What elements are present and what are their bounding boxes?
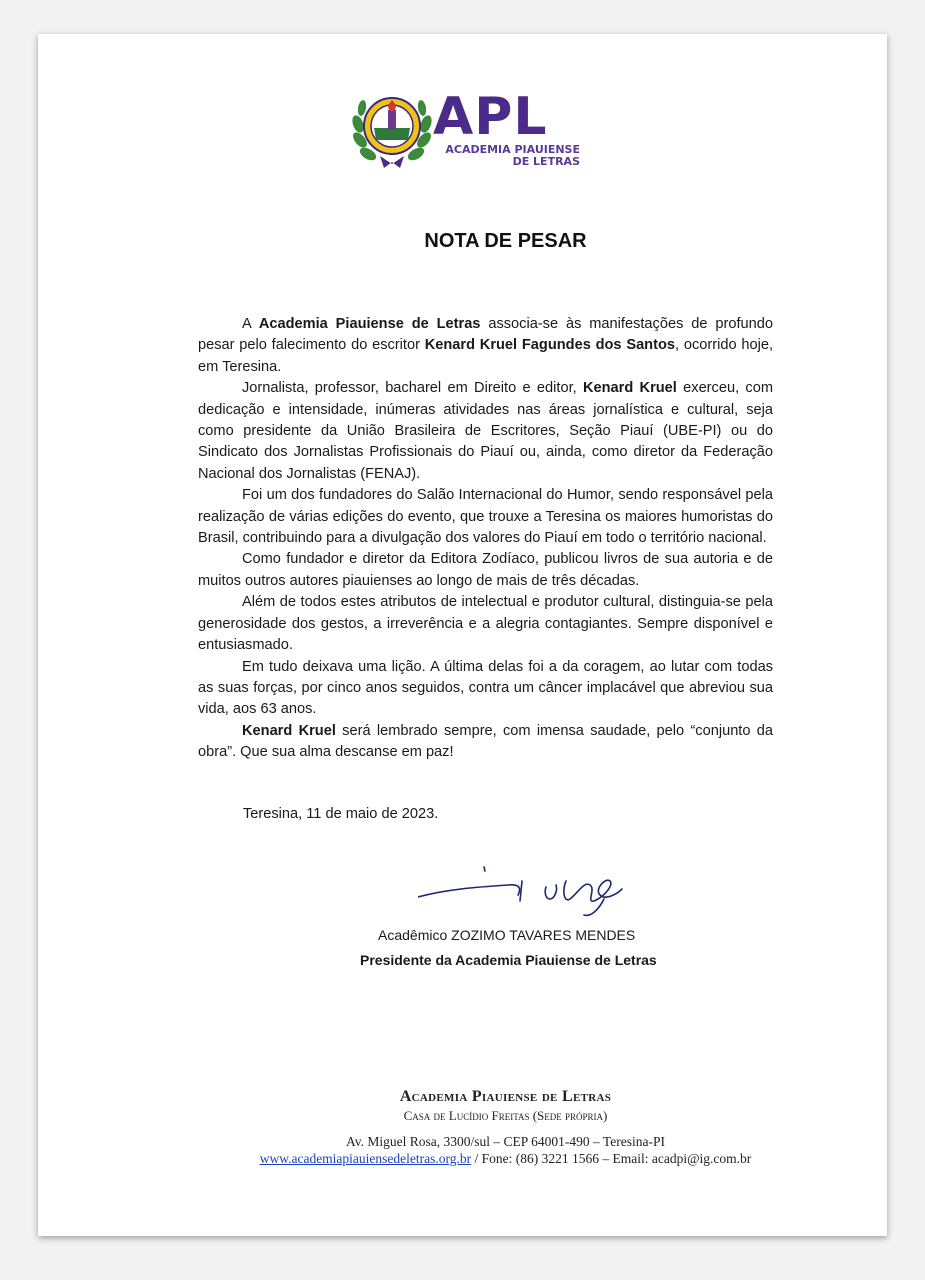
bold-name: Kenard Kruel <box>242 722 336 739</box>
document-title: NOTA DE PESAR <box>424 230 587 252</box>
text-run: será lembrado sempre, com imensa saudade, pelo “conjunto da obra”. Que sua alma descanse em paz! <box>198 722 774 761</box>
document-page <box>38 34 887 1236</box>
text-run: associa-se às manifestações de profundo pesar pelo falecimento do escritor <box>198 316 774 354</box>
text-run: A <box>242 316 259 332</box>
signer-name: Acadêmico ZOZIMO TAVARES MENDES <box>378 927 636 943</box>
footer-institution: Academia Piauiense de Letras <box>399 1088 612 1105</box>
logo-subtitle <box>430 144 580 168</box>
text-run: Jornalista, professor, bacharel em Direito e editor, <box>242 380 583 397</box>
bold-academy-name: Academia Piauiense de Letras <box>258 316 481 332</box>
text-run: , ocorrido hoje, em Teresina. <box>198 337 773 375</box>
signer-role: Presidente da Academia Piauiense de Letras <box>360 952 657 968</box>
paragraph-2 <box>198 378 773 485</box>
paragraph-6: Em tudo deixava uma lição. A última delas foi a da coragem, ao lutar com todas as suas forças, por cinco anos seguidos, contra um câncer implacável que abreviou sua vida, aos 63 anos. <box>198 658 773 718</box>
paragraph-7 <box>198 721 773 764</box>
footer-contact <box>38 1151 925 1167</box>
footer-subtitle: Casa de Lucídio Freitas (Sede própria) <box>403 1108 608 1123</box>
footer-phone-email: / Fone: (86) 3221 1566 – Email: acadpi@ig.com.br <box>471 1151 752 1166</box>
logo-subtitle-line1: ACADEMIA PIAUIENSE <box>445 143 580 156</box>
document-date: Teresina, 11 de maio de 2023. <box>243 806 439 822</box>
document-body <box>198 314 773 764</box>
paragraph-1 <box>198 314 773 378</box>
paragraph-4: Como fundador e diretor da Editora Zodíaco, publicou livros de sua autoria e de muitos outros autores piauienses ao longo de mais de três décadas. <box>198 551 773 589</box>
website-link[interactable]: www.academiapiauiensedeletras.org.br <box>259 1151 472 1166</box>
paragraph-5: Além de todos estes atributos de intelectual e produtor cultural, distinguia-se pela generosidade dos gestos, a irreverência e a alegria contagiantes. Sempre disponível e entusiasmado. <box>198 594 773 654</box>
logo-acronym: APL <box>433 87 548 147</box>
bold-name: Kenard Kruel <box>582 380 677 397</box>
handwritten-signature-icon <box>418 859 628 919</box>
footer-address: Av. Miguel Rosa, 3300/sul – CEP 64001-490 – Teresina-PI <box>346 1134 665 1149</box>
text-run: exerceu, com dedicação e intensidade, inúmeras atividades nas áreas jornalística e cultural, seja como presidente da União Brasileira de Escritores, Seção Piauí (UBE-PI) ou do Sindicato dos Jornalistas Profissionais do Piauí ou, ainda, como diretor da Federação Nacional dos Jornalistas (FENAJ). <box>198 380 773 482</box>
bold-full-name: Kenard Kruel Fagundes dos Santos <box>424 337 675 354</box>
paragraph-3: Foi um dos fundadores do Salão Internacional do Humor, sendo responsável pela realização de várias edições do evento, que trouxe a Teresina os maiores humoristas do Brasil, contribuindo para a divulgação dos valores do Piauí em todo o território nacional. <box>198 487 773 547</box>
logo-subtitle-line2: DE LETRAS <box>512 155 580 168</box>
